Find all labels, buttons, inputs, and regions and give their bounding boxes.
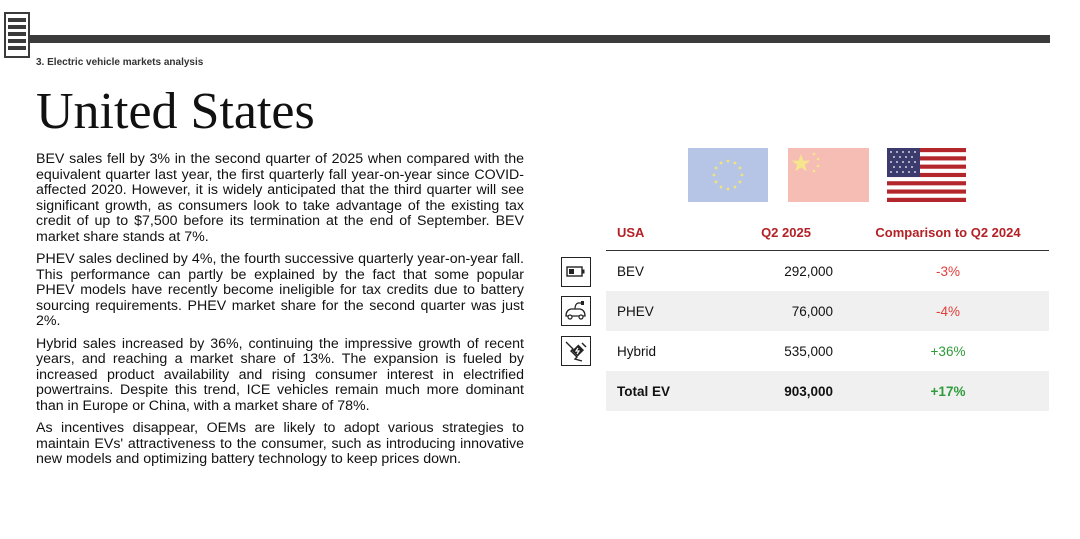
paragraph-incentives: As incentives disappear, OEMs are likely to adopt various strategies to maintain EVs' attractiveness to the consumer, such as introducing innovative new models and optimizing battery technology to keep prices down. xyxy=(36,420,524,467)
plug-car-icon xyxy=(561,296,591,326)
paragraph-phev: PHEV sales declined by 4%, the fourth successive quarterly year-on-year fall. This performance can partly be explained by the fact that some popular PHEV models have recently become ineligible for tax credits due to battery sourcing requirements. PHEV market share for the second quarter was just 2%. xyxy=(36,251,524,329)
row-value: 292,000 xyxy=(784,263,833,279)
table-total-row xyxy=(606,371,1049,411)
fuel-plug-icon xyxy=(561,336,591,366)
table-row xyxy=(606,291,1049,331)
row-label: BEV xyxy=(617,263,645,279)
header-bar xyxy=(30,35,1050,43)
paragraph-bev: BEV sales fell by 3% in the second quarter of 2025 when compared with the equivalent quarter last year, the first quarterly fall year-on-year since COVID-affected 2020. However, it is widely anticipated that the third quarter will see significant growth, as consumers look to take advantage of the existing tax credit of up to $7,500 before its termination at the end of September. BEV market share stands at 7%. xyxy=(36,151,524,245)
battery-icon xyxy=(561,257,591,287)
body-text xyxy=(36,152,524,475)
column-header-country: USA xyxy=(617,224,645,240)
row-value: 535,000 xyxy=(784,343,833,359)
column-header-quarter: Q2 2025 xyxy=(761,224,811,240)
paragraph-hybrid: Hybrid sales increased by 36%, continuing the impressive growth of recent years, and reaching a market share of 13%. The expansion is fueled by increased product availability and rising consumer interest in electrified powertrains. Despite this trend, ICE vehicles remain much more dominant than in Europe or China, with a market share of 78%. xyxy=(36,335,524,414)
section-label: 3. Electric vehicle markets analysis xyxy=(36,57,204,68)
row-label: Total EV xyxy=(606,371,728,411)
row-label: PHEV xyxy=(606,291,728,331)
row-change: -3% xyxy=(935,263,960,279)
row-value: 903,000 xyxy=(728,371,847,411)
china-flag-icon xyxy=(788,148,869,202)
row-change: +17% xyxy=(847,371,1049,411)
row-label: Hybrid xyxy=(617,343,657,359)
document-icon xyxy=(4,12,30,58)
table-row xyxy=(606,331,1049,371)
us-flag-icon xyxy=(887,148,966,202)
table-row xyxy=(606,251,1049,292)
column-header-comparison: Comparison to Q2 2024 xyxy=(875,224,1021,240)
ev-sales-table xyxy=(606,214,1049,411)
row-change: +36% xyxy=(930,343,966,359)
eu-flag-icon xyxy=(688,148,768,202)
page-title: United States xyxy=(36,83,315,140)
table-header-row xyxy=(606,214,1049,251)
row-value: 76,000 xyxy=(728,291,847,331)
row-change: -4% xyxy=(847,291,1049,331)
